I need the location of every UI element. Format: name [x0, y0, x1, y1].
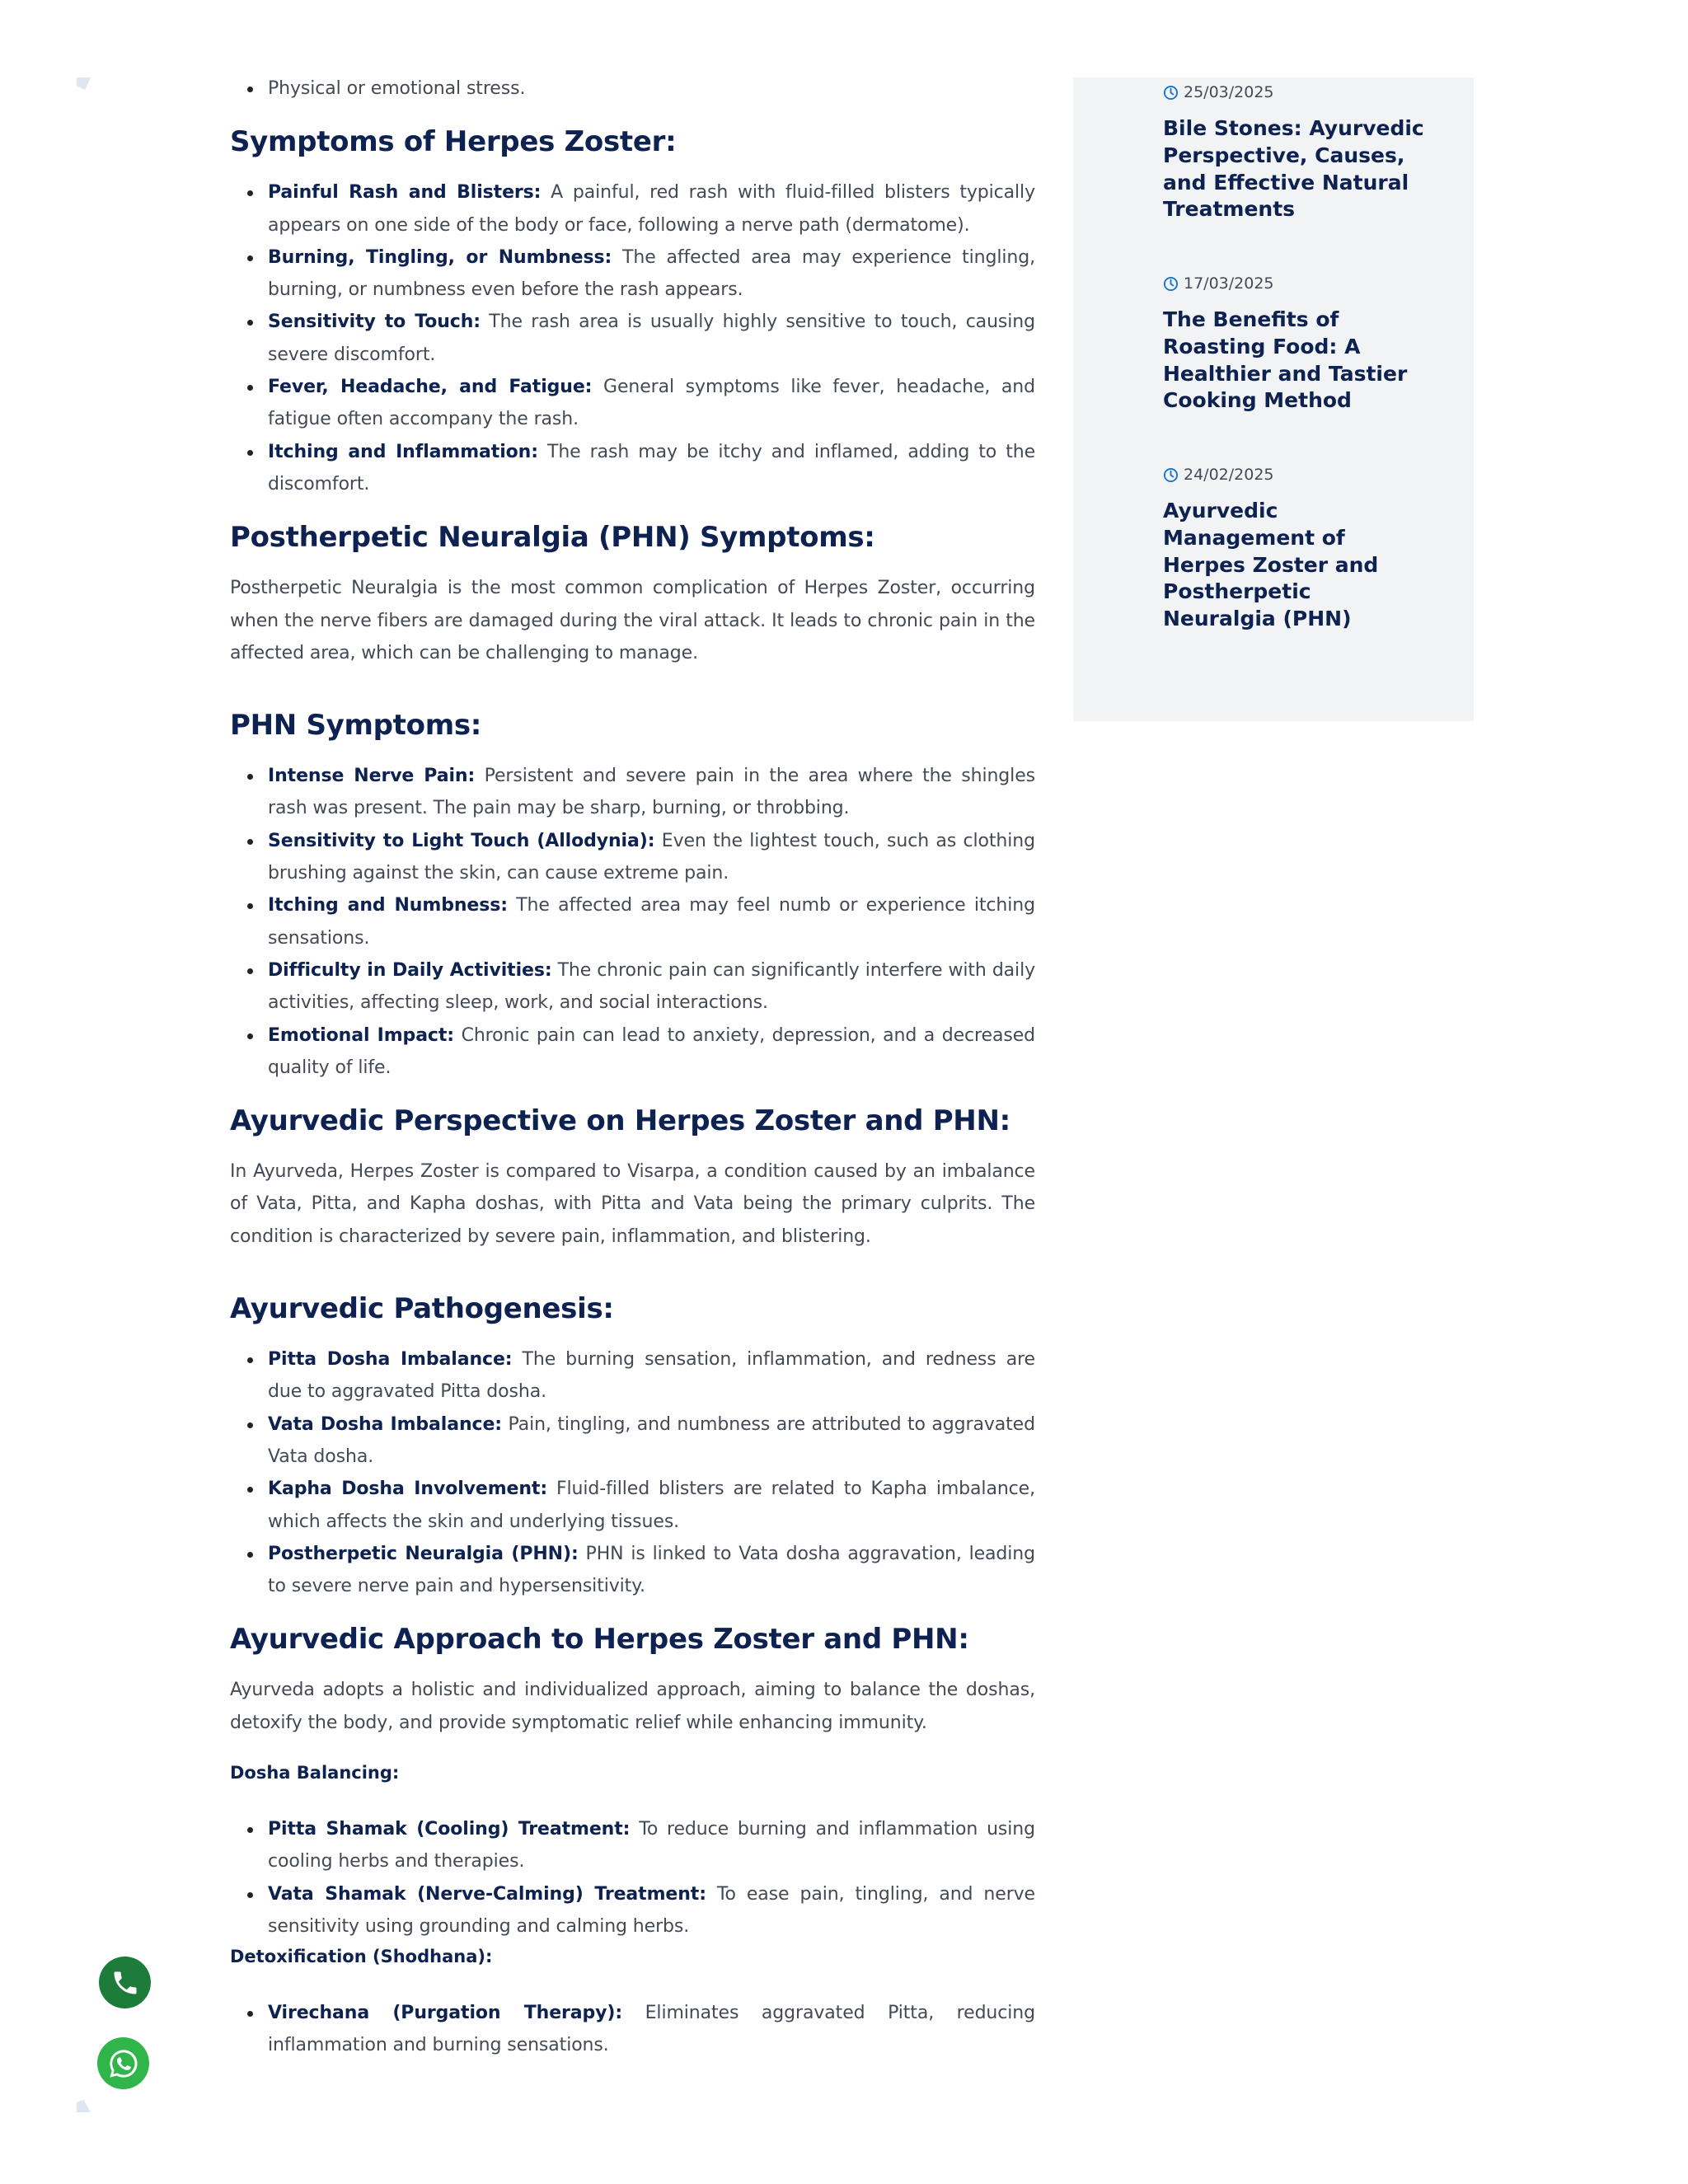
list-item: Postherpetic Neuralgia (PHN): PHN is linked to Vata dosha aggravation, leading to severe nerve pain and hypersensitivity.: [268, 1538, 1035, 1603]
detox-heading: Detoxification (Shodhana):: [230, 1947, 493, 1967]
ayurvedic-perspective-heading: Ayurvedic Perspective on Herpes Zoster and PHN:: [230, 1104, 1010, 1138]
phn-symptoms-list: [230, 760, 1035, 1084]
post-date: 25/03/2025: [1163, 81, 1427, 104]
list-item: Itching and Numbness: The affected area may feel numb or experience itching sensations.: [268, 889, 1035, 954]
decorative-fragment: [77, 77, 91, 90]
clock-icon: [1163, 276, 1179, 292]
list-item: Difficulty in Daily Activities: The chronic pain can significantly interfere with daily activities, affecting sleep, work, and social interactions.: [268, 954, 1035, 1019]
dosha-balancing-heading: Dosha Balancing:: [230, 1762, 400, 1783]
list-item: Pitta Shamak (Cooling) Treatment: To reduce burning and inflammation using cooling herbs and therapies.: [268, 1813, 1035, 1878]
phn-paragraph: Postherpetic Neuralgia is the most common complication of Herpes Zoster, occurring when the nerve fibers are damaged during the viral attack. It leads to chronic pain in the affected area, which can be challenging to manage.: [230, 578, 1035, 663]
phn-heading: Postherpetic Neuralgia (PHN) Symptoms:: [230, 521, 875, 555]
approach-paragraph: Ayurveda adopts a holistic and individualized approach, aiming to balance the doshas, detoxify the body, and provide symptomatic relief while enhancing immunity.: [230, 1680, 1035, 1733]
recent-post: [1163, 272, 1427, 415]
recent-post: [1163, 81, 1427, 223]
list-item: Sensitivity to Light Touch (Allodynia): Even the lightest touch, such as clothing brushing against the skin, can cause extreme pain.: [268, 825, 1035, 890]
recent-post: [1163, 463, 1427, 633]
symptoms-heading: Symptoms of Herpes Zoster:: [230, 125, 677, 159]
post-title-link[interactable]: Ayurvedic Management of Herpes Zoster and Postherpetic Neuralgia (PHN): [1163, 499, 1379, 631]
whatsapp-icon: [107, 2047, 140, 2080]
post-date: 17/03/2025: [1163, 272, 1427, 295]
pathogenesis-heading: Ayurvedic Pathogenesis:: [230, 1292, 614, 1326]
detox-list: [230, 1997, 1035, 2062]
post-title-link[interactable]: Bile Stones: Ayurvedic Perspective, Causes, and Effective Natural Treatments: [1163, 116, 1424, 222]
dosha-balancing-list: [230, 1813, 1035, 1943]
list-item: Intense Nerve Pain: Persistent and severe pain in the area where the shingles rash was present. The pain may be sharp, burning, or throbbing.: [268, 760, 1035, 825]
list-item: Burning, Tingling, or Numbness: The affected area may experience tingling, burning, or numbness even before the rash appears.: [268, 241, 1035, 307]
list-item: Virechana (Purgation Therapy): Eliminates aggravated Pitta, reducing inflammation and burning sensations.: [268, 1997, 1035, 2062]
pathogenesis-list: [230, 1343, 1035, 1602]
list-item: Itching and Inflammation: The rash may be itchy and inflamed, adding to the discomfort.: [268, 436, 1035, 501]
list-item: Vata Shamak (Nerve-Calming) Treatment: To ease pain, tingling, and nerve sensitivity using grounding and calming herbs.: [268, 1878, 1035, 1943]
phone-icon: [110, 1968, 140, 1998]
list-item: Physical or emotional stress.: [268, 73, 1035, 105]
list-item: Emotional Impact: Chronic pain can lead to anxiety, depression, and a decreased quality of life.: [268, 1019, 1035, 1085]
decorative-fragment: [77, 2100, 91, 2112]
clock-icon: [1163, 467, 1179, 483]
recent-posts-sidebar: [1073, 77, 1474, 721]
post-date: 24/02/2025: [1163, 463, 1427, 486]
list-item: Vata Dosha Imbalance: Pain, tingling, and numbness are attributed to aggravated Vata dosha.: [268, 1408, 1035, 1474]
list-item: Fever, Headache, and Fatigue: General symptoms like fever, headache, and fatigue often accompany the rash.: [268, 371, 1035, 436]
post-title-link[interactable]: The Benefits of Roasting Food: A Healthier and Tastier Cooking Method: [1163, 307, 1408, 413]
causes-list: [230, 73, 1035, 105]
list-item: Painful Rash and Blisters: A painful, red rash with fluid-filled blisters typically appears on one side of the body or face, following a nerve path (dermatome).: [268, 176, 1035, 241]
whatsapp-button[interactable]: [97, 2037, 149, 2089]
phn-symptoms-heading: PHN Symptoms:: [230, 709, 482, 743]
list-item: Kapha Dosha Involvement: Fluid-filled blisters are related to Kapha imbalance, which affects the skin and underlying tissues.: [268, 1473, 1035, 1538]
symptoms-list: [230, 176, 1035, 500]
article-content: [230, 73, 1035, 2062]
approach-heading: Ayurvedic Approach to Herpes Zoster and PHN:: [230, 1623, 969, 1657]
list-item: Sensitivity to Touch: The rash area is usually highly sensitive to touch, causing severe discomfort.: [268, 306, 1035, 371]
call-button[interactable]: [99, 1957, 151, 2008]
ayurvedic-perspective-paragraph: In Ayurveda, Herpes Zoster is compared to Visarpa, a condition caused by an imbalance of Vata, Pitta, and Kapha doshas, with Pitta and Vata being the primary culprits. The condition is characterized by severe pain, inflammation, and blistering.: [230, 1161, 1035, 1247]
list-item: Pitta Dosha Imbalance: The burning sensation, inflammation, and redness are due to aggravated Pitta dosha.: [268, 1343, 1035, 1408]
clock-icon: [1163, 85, 1179, 101]
